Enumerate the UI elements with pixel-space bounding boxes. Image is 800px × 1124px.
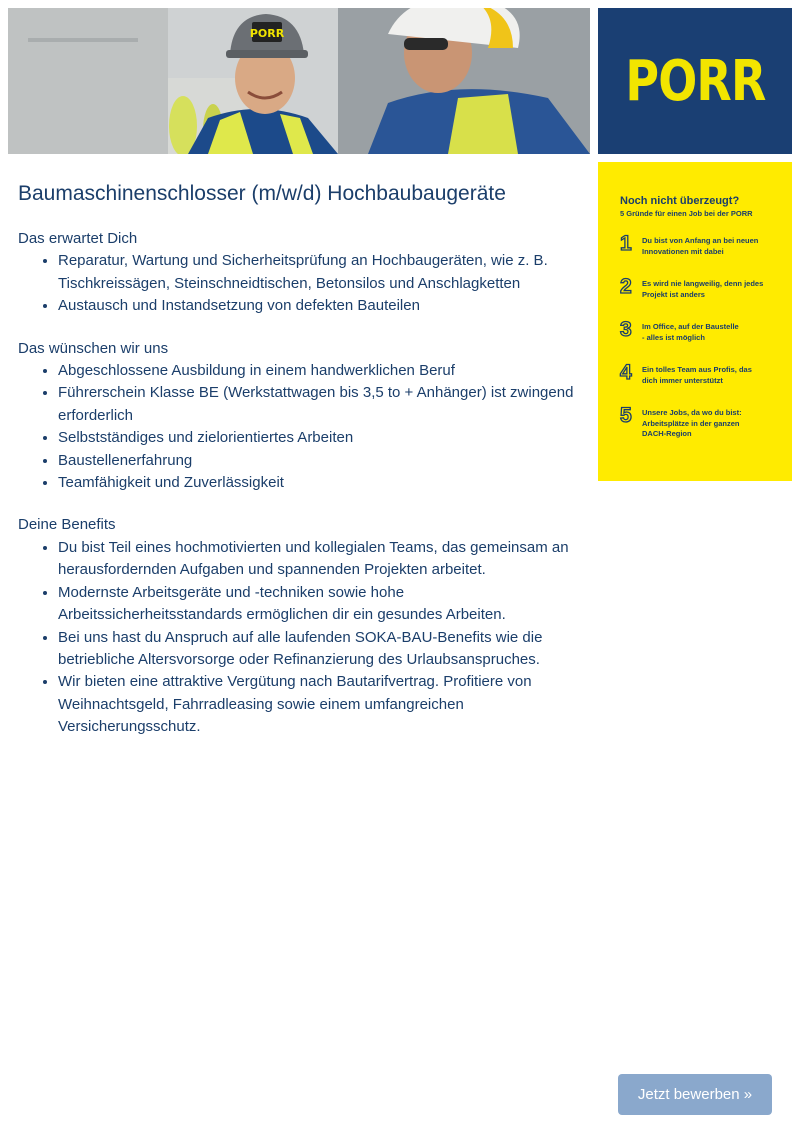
promo-reason — [620, 277, 780, 320]
reason-text: Ein tolles Team aus Profis, das — [642, 365, 752, 374]
list-item: • Teamfähigkeit und Zuverlässigkeit — [58, 472, 583, 494]
section-title: Deine Benefits — [18, 516, 116, 534]
apply-button[interactable]: Jetzt bewerben » — [618, 1074, 772, 1115]
tasks-list — [18, 250, 583, 317]
benefits-list — [18, 537, 583, 739]
promo-banner[interactable] — [598, 162, 792, 481]
reason-number: 5 — [620, 404, 632, 427]
list-item: • Bei uns hast du Anspruch auf alle laufenden SOKA-BAU-Benefits wie die betriebliche Altersvorsorge oder Refinanzierung des Urlaubsanspruches. — [58, 627, 583, 672]
helmet-logo-text: PORR — [249, 27, 285, 40]
reason-number: 4 — [620, 361, 632, 384]
reason-text: DACH-Region — [642, 429, 692, 438]
reason-number: 2 — [620, 275, 632, 298]
reason-text: dich immer unterstützt — [642, 375, 723, 385]
list-item: • Austausch und Instandsetzung von defekten Bauteilen — [58, 295, 583, 317]
reason-text: Innovationen mit dabei — [642, 246, 724, 256]
list-item: • Wir bieten eine attraktive Vergütung nach Bautarifvertrag. Profitiere von Weihnachtsgeld, Fahrradleasing sowie einem umfangreichen Versicherungsschutz. — [58, 671, 583, 738]
reason-text: Arbeitsplätze in der ganzen — [642, 418, 740, 428]
promo-reason — [620, 406, 780, 449]
reason-number: 1 — [620, 232, 632, 255]
promo-reasons — [620, 234, 780, 449]
reason-text: Projekt ist anders — [642, 289, 705, 299]
promo-subtitle: 5 Gründe für einen Job bei der PORR — [620, 209, 753, 218]
reason-text: Unsere Jobs, da wo du bist: — [642, 408, 742, 417]
job-description — [18, 180, 583, 759]
list-item: • Abgeschlossene Ausbildung in einem handwerklichen Beruf — [58, 360, 583, 382]
list-item: • Modernste Arbeitsgeräte und -techniken sowie hohe Arbeitssicherheitsstandards ermöglichen dir ein gesundes Arbeiten. — [58, 582, 583, 627]
reason-number: 3 — [620, 318, 632, 341]
reason-text: - alles ist möglich — [642, 332, 705, 342]
section-title: Das wünschen wir uns — [18, 339, 169, 357]
logo-text: PORR — [624, 48, 766, 114]
list-item: • Baustellenerfahrung — [58, 450, 583, 472]
section-title: Das erwartet Dich — [18, 230, 138, 247]
porr-logo[interactable] — [598, 8, 792, 154]
list-item: • Reparatur, Wartung und Sicherheitsprüfung an Hochbaugeräten, wie z. B. Tischkreissägen, Steinschneidtischen, Betonsilos und Anschlagketten — [58, 250, 583, 295]
promo-reason — [620, 234, 780, 277]
list-item: • Führerschein Klasse BE (Werkstattwagen bis 3,5 to + Anhänger) ist zwingend erforderlich — [58, 382, 583, 427]
reason-text: Im Office, auf der Baustelle — [642, 322, 739, 331]
job-title: Baumaschinenschlosser (m/w/d) Hochbaubaugeräte — [18, 182, 506, 205]
reason-text: Du bist von Anfang an bei neuen — [642, 236, 759, 245]
list-item: • Selbstständiges und zielorientiertes Arbeiten — [58, 427, 583, 449]
reason-text: Es wird nie langweilig, denn jedes — [642, 279, 764, 288]
promo-reason — [620, 320, 780, 363]
list-item: • Du bist Teil eines hochmotivierten und kollegialen Teams, das gemeinsam an herausfordernden Aufgaben und spannenden Projekten arbeitet. — [58, 537, 583, 582]
promo-title: Noch nicht überzeugt? — [620, 195, 740, 207]
promo-reason — [620, 363, 780, 406]
requirements-list — [18, 360, 583, 494]
hero-image — [8, 8, 590, 154]
